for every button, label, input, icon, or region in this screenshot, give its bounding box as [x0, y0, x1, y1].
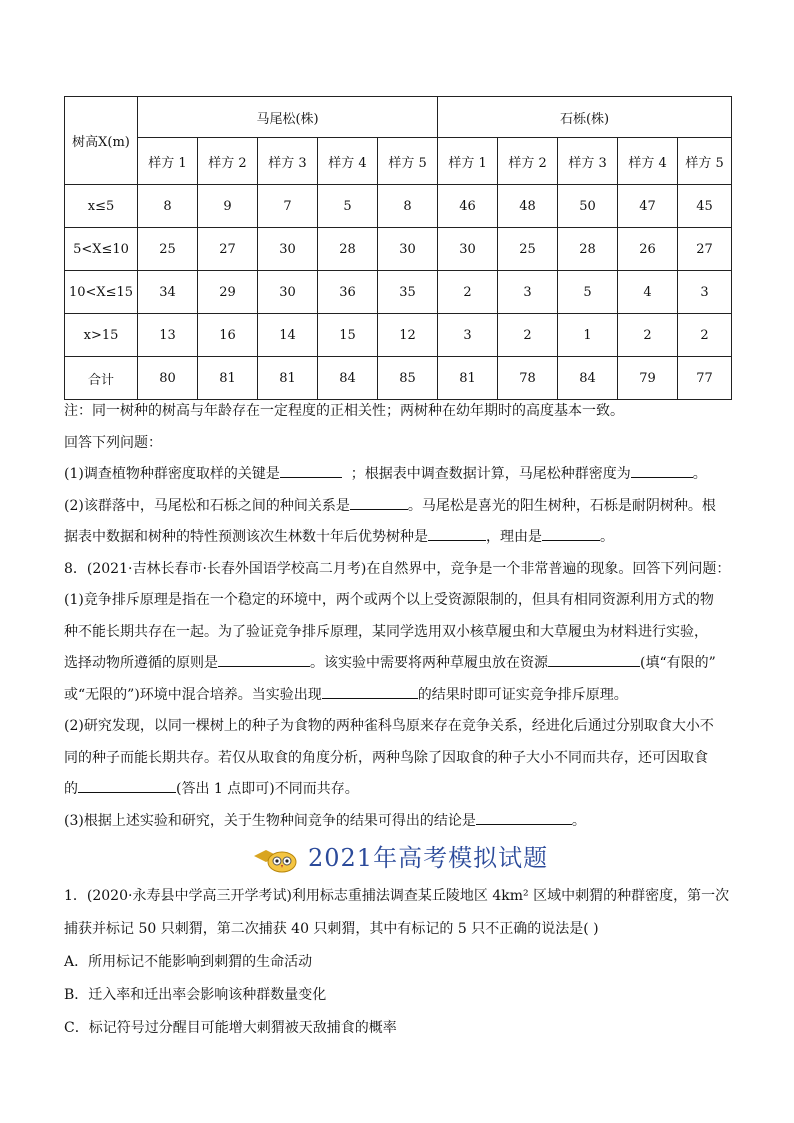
table-row	[65, 314, 732, 357]
table-cell: 8	[378, 185, 438, 228]
table-cell: 28	[558, 228, 618, 271]
table-cell: 16	[198, 314, 258, 357]
row-label: x>15	[65, 314, 138, 357]
table-cell: 27	[198, 228, 258, 271]
table-cell: 36	[318, 271, 378, 314]
table-cell: 25	[498, 228, 558, 271]
table-cell: 80	[138, 357, 198, 400]
graduate-owl-icon	[250, 842, 300, 874]
question-1: (1)调查植物种群密度取样的关键是 ；根据表中调查数据计算，马尾松种群密度为 。	[64, 459, 734, 491]
subheader: 样方 5	[678, 138, 732, 185]
table-cell: 9	[198, 185, 258, 228]
data-table	[64, 96, 732, 400]
table-cell: 34	[138, 271, 198, 314]
part-2-line-3: 的 (答出 1 点即可)不同而共存。	[64, 774, 734, 806]
table-cell: 30	[378, 228, 438, 271]
part-1-line-2: 种不能长期共存在一起。为了验证竞争排斥原理，某同学选用双小核草履虫和大草履虫为材料进行实验，	[64, 623, 708, 640]
table-cell: 30	[438, 228, 498, 271]
table-note: 注：同一树种的树高与年龄存在一定程度的正相关性；两树种在幼年期时的高度基本一致。	[64, 403, 624, 419]
section-banner	[250, 840, 570, 876]
table-cell: 2	[498, 314, 558, 357]
table-cell: 26	[618, 228, 678, 271]
table-cell: 46	[438, 185, 498, 228]
subheader: 样方 5	[378, 138, 438, 185]
table-cell: 3	[498, 271, 558, 314]
table-cell: 2	[678, 314, 732, 357]
answer-blank[interactable]	[476, 808, 572, 825]
table-cell: 35	[378, 271, 438, 314]
table-cell: 8	[138, 185, 198, 228]
group-header-oak: 石栎(株)	[438, 97, 732, 138]
row-label: 10<X≤15	[65, 271, 138, 314]
question-2-line-2: 据表中数据和树种的特性预测该次生林数十年后优势树种是 ，理由是 。	[64, 522, 734, 554]
subheader: 样方 1	[138, 138, 198, 185]
question-stem-line-1: 1．(2020·永寿县中学高三开学考试)利用标志重捕法调查某丘陵地区 4km² 区域中刺猬的种群密度，第一次	[64, 888, 730, 904]
table-cell: 4	[618, 271, 678, 314]
group-header-masson-pine: 马尾松(株)	[138, 97, 438, 138]
subheader: 样方 2	[198, 138, 258, 185]
table-cell: 81	[258, 357, 318, 400]
mock-question-block	[64, 880, 734, 1045]
table-row-total	[65, 357, 732, 400]
answer-blank[interactable]	[322, 682, 418, 699]
question-stem-line-2: 捕获并标记 50 只刺猬，第二次捕获 40 只刺猬，其中有标记的 5 只不正确的说法是( )	[64, 921, 599, 937]
subheader: 样方 3	[258, 138, 318, 185]
option-c[interactable]: C．标记符号过分醒目可能增大刺猬被天敌捕食的概率	[64, 1020, 397, 1036]
table-cell: 50	[558, 185, 618, 228]
answer-blank[interactable]	[631, 461, 693, 478]
banner-title: 2021年高考模拟试题	[308, 844, 549, 872]
answer-blank[interactable]	[280, 461, 342, 478]
table-cell: 45	[678, 185, 732, 228]
part-2-line-1: (2)研究发现，以同一棵树上的种子为食物的两种雀科鸟原来存在竞争关系，经进化后通过分别取食大小不	[64, 718, 714, 734]
question-8-title: 8．(2021·吉林长春市·长春外国语学校高二月考)在自然界中，竞争是一个非常普遍的现象。回答下列问题：	[64, 560, 731, 577]
table-cell: 27	[678, 228, 732, 271]
table-cell: 84	[558, 357, 618, 400]
table-cell: 84	[318, 357, 378, 400]
subheader: 样方 4	[618, 138, 678, 185]
table-row	[65, 228, 732, 271]
row-label: 合计	[65, 357, 138, 400]
answer-blank[interactable]	[428, 524, 486, 541]
table-cell: 3	[678, 271, 732, 314]
table-cell: 1	[558, 314, 618, 357]
table-cell: 30	[258, 271, 318, 314]
answer-blank[interactable]	[548, 650, 640, 667]
table-cell: 47	[618, 185, 678, 228]
answer-blank[interactable]	[542, 524, 600, 541]
answer-blank[interactable]	[78, 776, 176, 793]
part-3: (3)根据上述实验和研究，关于生物种间竞争的结果可得出的结论是 。	[64, 806, 734, 838]
answer-blank[interactable]	[218, 650, 310, 667]
table-cell: 2	[618, 314, 678, 357]
corner-header: 树高X(m)	[65, 97, 138, 185]
part-1-line-3: 选择动物所遵循的原则是 。该实验中需要将两种草履虫放在资源 (填“有限的”	[64, 648, 734, 680]
subheader: 样方 3	[558, 138, 618, 185]
table-cell: 14	[258, 314, 318, 357]
table-cell: 13	[138, 314, 198, 357]
table-cell: 2	[438, 271, 498, 314]
table-cell: 5	[318, 185, 378, 228]
table-cell: 77	[678, 357, 732, 400]
table-cell: 3	[438, 314, 498, 357]
answer-prompt: 回答下列问题：	[64, 434, 162, 451]
table-cell: 81	[438, 357, 498, 400]
table-cell: 5	[558, 271, 618, 314]
part-1-line-1: (1)竞争排斥原理是指在一个稳定的环境中，两个或两个以上受资源限制的，但具有相同资源利用方式的物	[64, 592, 714, 608]
table-cell: 15	[318, 314, 378, 357]
question-block	[64, 396, 734, 837]
table-row	[65, 185, 732, 228]
row-label: 5<X≤10	[65, 228, 138, 271]
table-cell: 25	[138, 228, 198, 271]
subheader: 样方 4	[318, 138, 378, 185]
part-1-line-4: 或“无限的”)环境中混合培养。当实验出现 的结果时即可证实竞争排斥原理。	[64, 680, 734, 712]
table-cell: 7	[258, 185, 318, 228]
table-cell: 78	[498, 357, 558, 400]
table-cell: 29	[198, 271, 258, 314]
part-2-line-2: 同的种子而能长期共存。若仅从取食的角度分析，两种鸟除了因取食的种子大小不同而共存，还可因取食	[64, 749, 708, 766]
subheader: 样方 1	[438, 138, 498, 185]
subheader: 样方 2	[498, 138, 558, 185]
table-cell: 12	[378, 314, 438, 357]
answer-blank[interactable]	[350, 493, 408, 510]
table-cell: 81	[198, 357, 258, 400]
option-b[interactable]: B．迁入率和迁出率会影响该种群数量变化	[64, 987, 327, 1003]
table-cell: 28	[318, 228, 378, 271]
table-cell: 85	[378, 357, 438, 400]
table-cell: 79	[618, 357, 678, 400]
table-row	[65, 271, 732, 314]
question-2-line-1: (2)该群落中，马尾松和石栎之间的种间关系是 。马尾松是喜光的阳生树种，石栎是耐阴树种。根	[64, 491, 734, 523]
option-a[interactable]: A．所用标记不能影响到刺猬的生命活动	[64, 954, 313, 970]
table-cell: 30	[258, 228, 318, 271]
row-label: x≤5	[65, 185, 138, 228]
table-cell: 48	[498, 185, 558, 228]
